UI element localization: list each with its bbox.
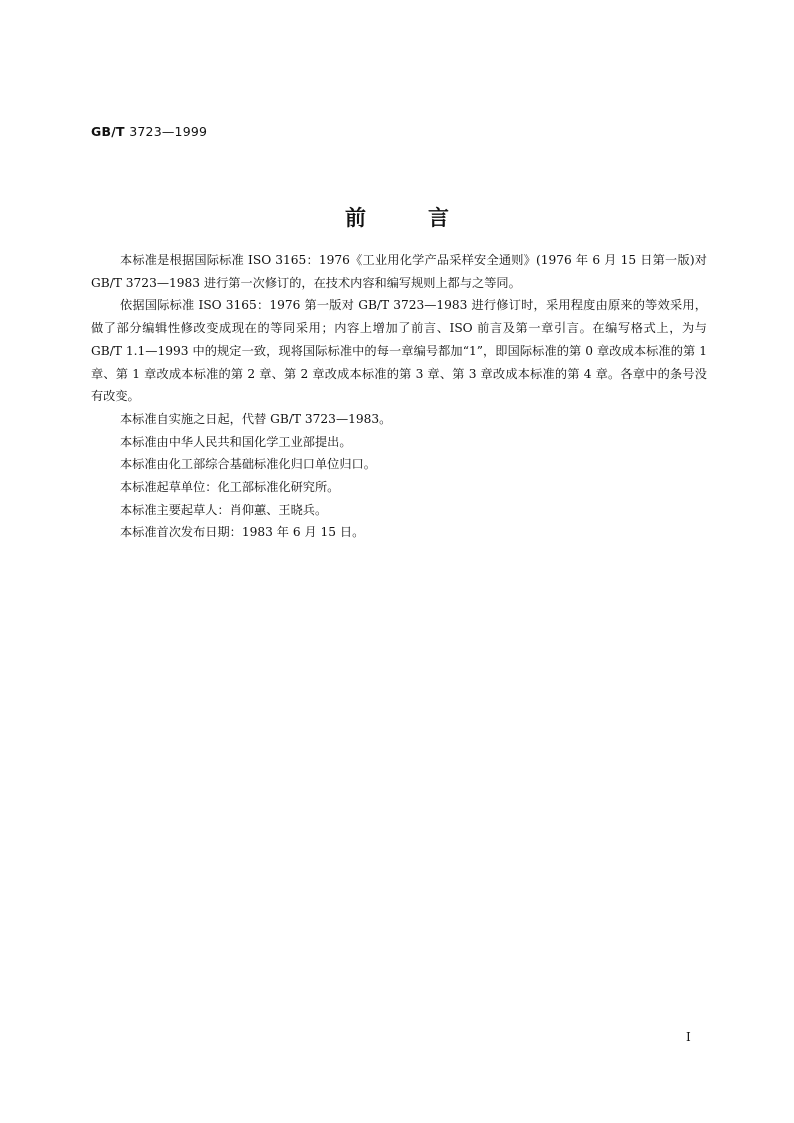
standard-code-prefix: GB/T [91, 124, 125, 139]
page-number: I [686, 1030, 691, 1044]
paragraph-first-issue-date: 本标准首次发布日期：1983 年 6 月 15 日。 [120, 525, 365, 540]
paragraph-proposer: 本标准由中华人民共和国化学工业部提出。 [120, 434, 352, 449]
page-title [0, 205, 794, 231]
paragraph-drafters: 本标准主要起草人：肖仰蕙、王晓兵。 [120, 502, 328, 517]
standard-code [91, 124, 207, 139]
standard-code-number: 3723—1999 [129, 124, 208, 139]
foreword-body [91, 249, 707, 544]
paragraph-drafting-unit: 本标准起草单位：化工部标准化研究所。 [120, 480, 340, 495]
page-title-char-1: 前 [345, 206, 366, 230]
paragraph-replacement: 本标准自实施之日起，代替 GB/T 3723—1983。 [120, 411, 392, 426]
page-title-char-2: 言 [428, 206, 449, 230]
paragraph-revision-details: 依据国际标准 ISO 3165：1976 第一版对 GB/T 3723—1983 进行修订时，采用程度由原来的等效采用，做了部分编辑性修改变成现在的等同采用；内容上增加了前言、ISO 前言及第一章引言。在编写格式上，为与 GB/T 1.1—1993 中的规定一致，现将国际标准中的每一章编号都加“1”，即国际标准的第 0 章改成本标准的第 1 章、第 1 章改成本标准的第 2 章、第 2 章改成本标准的第 3 章、第 3 章改成本标准的第 4 章。各章中的条号没有改变。 [91, 298, 707, 404]
paragraph-basis: 本标准是根据国际标准 ISO 3165：1976《工业用化学产品采样安全通则》(1976 年 6 月 15 日第一版)对 GB/T 3723—1983 进行第一次修订的，在技术内容和编写规则上都与之等同。 [91, 253, 707, 290]
paragraph-administrator: 本标准由化工部综合基础标准化归口单位归口。 [120, 457, 376, 472]
